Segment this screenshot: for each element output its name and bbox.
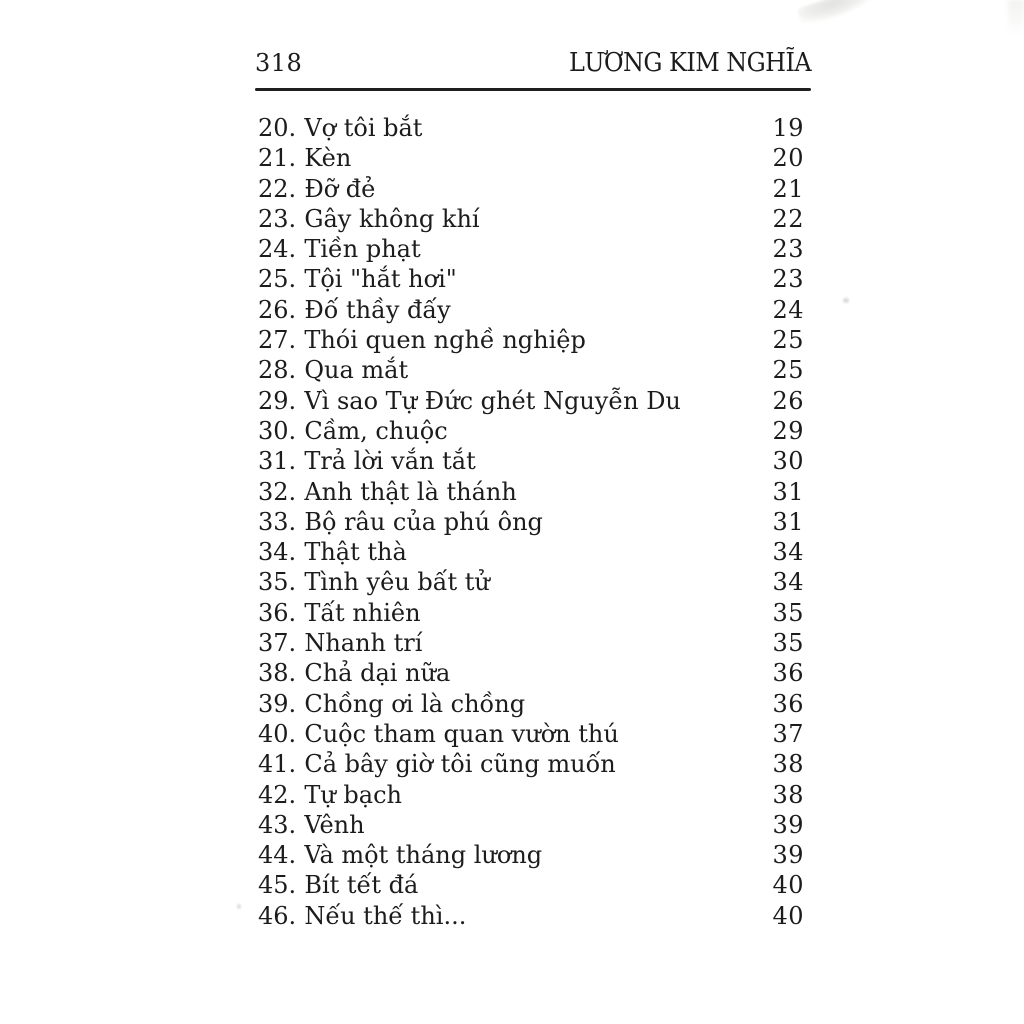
entry-number: 46. xyxy=(258,901,297,930)
entry-label xyxy=(258,446,476,476)
entry-page: 22 xyxy=(772,204,804,233)
toc-entry xyxy=(258,840,804,870)
entry-label xyxy=(258,507,543,537)
toc-entry xyxy=(258,719,804,749)
entry-title: Vợ tôi bắt xyxy=(304,114,423,142)
toc-entry xyxy=(258,628,804,658)
entry-title: Kèn xyxy=(304,144,352,173)
entry-number: 24. xyxy=(258,235,297,264)
entry-number: 33. xyxy=(258,507,297,536)
entry-title: Anh thật là thánh xyxy=(304,477,517,506)
entry-title: Vì sao Tự Đức ghét Nguyễn Du xyxy=(304,386,681,415)
entry-page: 23 xyxy=(772,265,804,294)
entry-page: 39 xyxy=(772,810,804,839)
entry-page: 24 xyxy=(772,295,804,324)
entry-page: 21 xyxy=(772,174,804,203)
entry-label xyxy=(258,537,407,567)
entry-title: Thói quen nghề nghiệp xyxy=(304,326,586,355)
toc-entry xyxy=(258,810,804,840)
entry-label xyxy=(258,598,421,628)
entry-page: 37 xyxy=(772,719,804,748)
entry-page: 38 xyxy=(772,750,804,779)
toc-entry xyxy=(258,446,804,476)
entry-page: 30 xyxy=(772,447,804,476)
toc-entry xyxy=(258,355,804,385)
entry-page: 19 xyxy=(772,114,804,142)
header-rule xyxy=(255,88,811,91)
entry-number: 20. xyxy=(258,114,297,142)
entry-label xyxy=(258,264,457,294)
entry-title: Cuộc tham quan vườn thú xyxy=(304,719,619,748)
entry-number: 31. xyxy=(258,447,297,476)
toc-entry xyxy=(258,567,804,597)
entry-label xyxy=(258,416,448,446)
entry-title: Bít tết đá xyxy=(304,871,419,900)
entry-title: Cả bây giờ tôi cũng muốn xyxy=(304,750,616,779)
entry-title: Thật thà xyxy=(304,538,407,567)
entry-label xyxy=(258,143,351,173)
toc-entry xyxy=(258,143,804,173)
entry-title: Trả lời vắn tắt xyxy=(304,447,476,476)
toc-entry xyxy=(258,295,804,325)
entry-label xyxy=(258,658,450,688)
entry-number: 27. xyxy=(258,326,297,355)
entry-number: 32. xyxy=(258,477,297,506)
entry-title: Gây không khí xyxy=(304,204,480,233)
toc-entry xyxy=(258,537,804,567)
entry-title: Tiền phạt xyxy=(304,235,421,264)
entry-title: Tự bạch xyxy=(304,780,402,809)
entry-title: Đỡ đẻ xyxy=(304,174,376,203)
entry-number: 22. xyxy=(258,174,297,203)
entry-label xyxy=(258,204,480,234)
entry-title: Chồng ơi là chồng xyxy=(304,689,526,718)
entry-page: 34 xyxy=(772,568,804,597)
entry-number: 41. xyxy=(258,750,297,779)
entry-title: Nếu thế thì... xyxy=(304,901,467,930)
toc-entry xyxy=(258,689,804,719)
toc-entry xyxy=(258,507,804,537)
entry-title: Tất nhiên xyxy=(304,598,421,627)
entry-number: 42. xyxy=(258,780,297,809)
toc-entry xyxy=(258,325,804,355)
entry-label xyxy=(258,749,616,779)
toc-entry xyxy=(258,204,804,234)
entry-title: Tội "hắt hơi" xyxy=(304,265,457,294)
entry-number: 37. xyxy=(258,629,297,658)
scan-artifact-speck xyxy=(843,298,849,303)
entry-number: 29. xyxy=(258,386,297,415)
entry-label xyxy=(258,780,402,810)
entry-page: 25 xyxy=(772,356,804,385)
entry-title: Vênh xyxy=(304,810,365,839)
entry-page: 29 xyxy=(772,416,804,445)
entry-page: 35 xyxy=(772,598,804,627)
entry-page: 39 xyxy=(772,841,804,870)
toc-entry xyxy=(258,870,804,900)
entry-label xyxy=(258,295,451,325)
entry-page: 31 xyxy=(772,507,804,536)
entry-title: Đố thầy đấy xyxy=(304,295,451,324)
toc-entry xyxy=(258,264,804,294)
entry-label xyxy=(258,325,586,355)
toc-entry xyxy=(258,658,804,688)
entry-page: 36 xyxy=(772,659,804,688)
entry-number: 30. xyxy=(258,416,297,445)
table-of-contents xyxy=(258,113,804,931)
toc-entry xyxy=(258,386,804,416)
entry-number: 26. xyxy=(258,295,297,324)
entry-number: 35. xyxy=(258,568,297,597)
running-title: LƯƠNG KIM NGHĨA xyxy=(568,48,811,78)
entry-title: Bộ râu của phú ông xyxy=(304,507,543,536)
entry-label xyxy=(258,477,517,507)
entry-page: 31 xyxy=(772,477,804,506)
entry-title: Cầm, chuộc xyxy=(304,416,448,445)
entry-number: 36. xyxy=(258,598,297,627)
entry-label xyxy=(258,113,422,143)
entry-title: Chả dại nữa xyxy=(304,659,451,688)
entry-page: 23 xyxy=(772,235,804,264)
entry-label xyxy=(258,174,375,204)
toc-entry xyxy=(258,901,804,931)
entry-label xyxy=(258,689,525,719)
entry-label xyxy=(258,901,466,931)
entry-title: Qua mắt xyxy=(304,356,409,385)
entry-label xyxy=(258,234,421,264)
entry-label xyxy=(258,628,422,658)
entry-number: 25. xyxy=(258,265,297,294)
toc-entry xyxy=(258,174,804,204)
entry-page: 25 xyxy=(772,326,804,355)
entry-title: Tình yêu bất tử xyxy=(304,568,490,597)
entry-number: 21. xyxy=(258,144,297,173)
entry-page: 40 xyxy=(772,871,804,900)
entry-number: 23. xyxy=(258,204,297,233)
entry-number: 44. xyxy=(258,841,297,870)
entry-page: 40 xyxy=(772,901,804,930)
entry-label xyxy=(258,810,365,840)
entry-number: 45. xyxy=(258,871,297,900)
entry-title: Và một tháng lương xyxy=(304,841,543,870)
entry-label xyxy=(258,840,542,870)
entry-page: 35 xyxy=(772,629,804,658)
entry-label xyxy=(258,386,681,416)
entry-number: 34. xyxy=(258,538,297,567)
toc-entry xyxy=(258,234,804,264)
entry-label xyxy=(258,870,418,900)
entry-page: 26 xyxy=(772,386,804,415)
entry-label xyxy=(258,567,490,597)
scan-artifact-corner xyxy=(797,0,879,28)
entry-label xyxy=(258,719,619,749)
entry-number: 38. xyxy=(258,659,297,688)
toc-entry xyxy=(258,780,804,810)
entry-number: 28. xyxy=(258,356,297,385)
scan-artifact-edge xyxy=(1008,0,1024,40)
toc-entry xyxy=(258,749,804,779)
entry-page: 38 xyxy=(772,780,804,809)
entry-number: 43. xyxy=(258,810,297,839)
entry-page: 36 xyxy=(772,689,804,718)
toc-entry xyxy=(258,113,804,143)
entry-label xyxy=(258,355,408,385)
toc-entry xyxy=(258,477,804,507)
scan-artifact-speck xyxy=(237,904,241,909)
entry-number: 40. xyxy=(258,719,297,748)
page-header xyxy=(255,48,811,78)
folio-page-number: 318 xyxy=(255,49,303,77)
entry-title: Nhanh trí xyxy=(304,629,423,658)
entry-number: 39. xyxy=(258,689,297,718)
toc-entry xyxy=(258,598,804,628)
entry-page: 34 xyxy=(772,538,804,567)
entry-page: 20 xyxy=(772,144,804,173)
toc-entry xyxy=(258,416,804,446)
